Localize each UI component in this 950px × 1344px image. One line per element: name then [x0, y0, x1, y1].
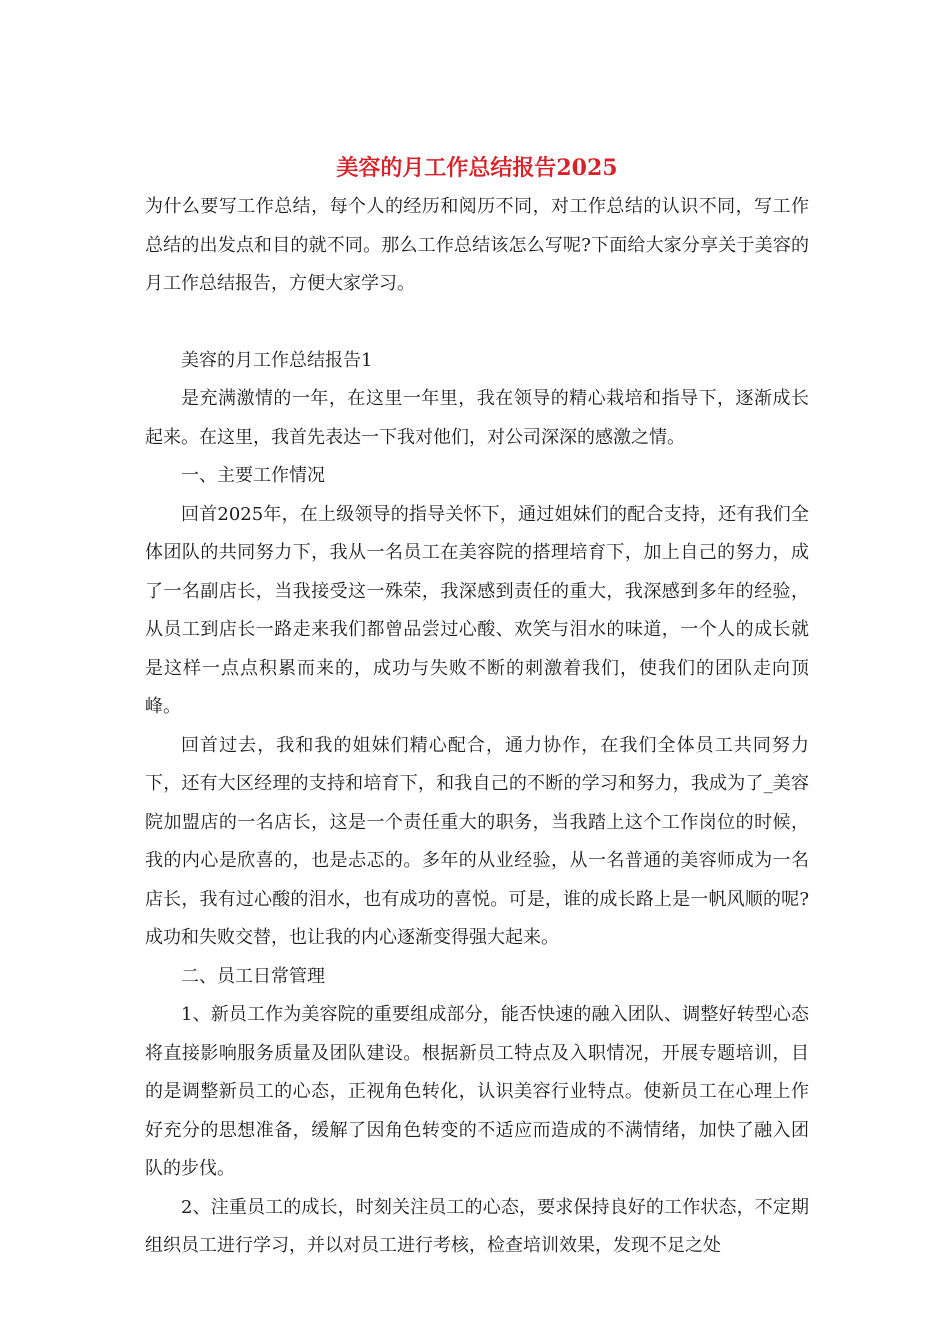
body-paragraph: 1、新员工作为美容院的重要组成部分，能否快速的融入团队、调整好转型心态将直接影响服务质量及团队建设。根据新员工特点及入职情况，开展专题培训，目的是调整新员工的心态，正视角色转化，认识美容行业特点。使新员工在心理上作好充分的思想准备，缓解了因角色转变的不适应而造成的不满情绪，加快了融入团队的步伐。: [145, 1004, 809, 1179]
paragraph-spacer: [145, 304, 809, 342]
document-body: [145, 148, 809, 1266]
subsection-heading: 一、主要工作情况: [181, 465, 325, 486]
intro-paragraph: 为什么要写工作总结，每个人的经历和阅历不同，对工作总结的认识不同，写工作总结的出发点和目的就不同。那么工作总结该怎么写呢?下面给大家分享关于美容的月工作总结报告，方便大家学习。: [145, 196, 809, 294]
subsection-heading: 二、员工日常管理: [181, 965, 325, 987]
section-heading: 美容的月工作总结报告1: [181, 349, 373, 371]
body-paragraph: 2、注重员工的成长，时刻关注员工的心态，要求保持良好的工作状态，不定期组织员工进行学习，并以对员工进行考核，检查培训效果，发现不足之处: [145, 1196, 809, 1256]
body-paragraph: 回首过去，我和我的姐妹们精心配合，通力协作，在我们全体员工共同努力下，还有大区经理的支持和培育下，和我自己的不断的学习和努力，我成为了_美容院加盟店的一名店长，这是一个责任重大的职务，当我踏上这个工作岗位的时候，我的内心是欣喜的，也是忐忑的。多年的从业经验，从一名普通的美容师成为一名店长，我有过心酸的泪水，也有成功的喜悦。可是，谁的成长路上是一帆风顺的呢?成功和失败交替，也让我的内心逐渐变得强大起来。: [145, 734, 809, 948]
body-paragraph: 回首2025年，在上级领导的指导关怀下，通过姐妹们的配合支持，还有我们全体团队的共同努力下，我从一名员工在美容院的搭理培育下，加上自己的努力，成了一名副店长，当我接受这一殊荣，我深感到责任的重大，我深感到多年的经验，从员工到店长一路走来我们都曾品尝过心酸、欢笑与泪水的味道，一个人的成长就是这样一点点积累而来的，成功与失败不断的刺激着我们，使我们的团队走向顶峰。: [145, 503, 809, 717]
body-paragraph: 是充满激情的一年，在这里一年里，我在领导的精心栽培和指导下，逐渐成长起来。在这里，我首先表达一下我对他们，对公司深深的感激之情。: [145, 388, 809, 448]
document-title: 美容的月工作总结报告2025: [336, 155, 618, 181]
